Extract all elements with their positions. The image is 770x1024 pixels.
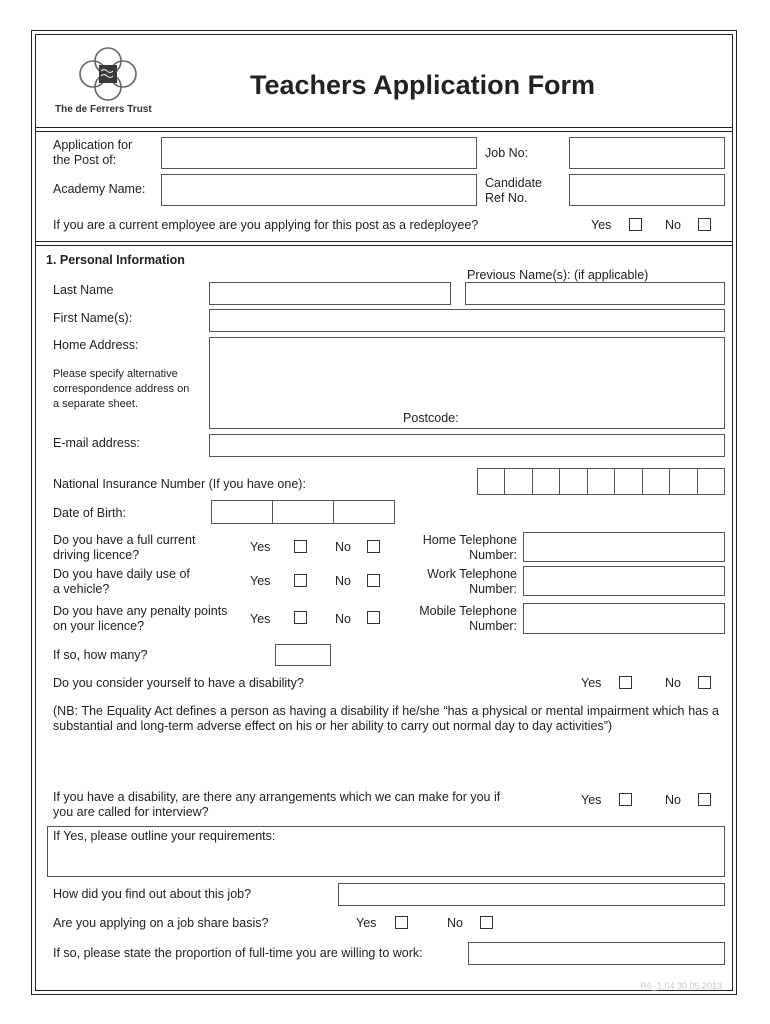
disability-no-label: No bbox=[665, 676, 681, 690]
previous-names-input[interactable] bbox=[465, 282, 725, 305]
header-divider bbox=[35, 127, 733, 132]
home-tel-label: Home Telephone Number: bbox=[422, 533, 517, 562]
licence-yes-checkbox[interactable] bbox=[294, 540, 307, 553]
find-job-label: How did you find out about this job? bbox=[53, 887, 252, 901]
post-label: Application for the Post of: bbox=[53, 138, 133, 167]
disability-no-checkbox[interactable] bbox=[698, 676, 711, 689]
redeployee-yes-checkbox[interactable] bbox=[629, 218, 642, 231]
find-job-input[interactable] bbox=[338, 883, 725, 906]
email-input[interactable] bbox=[209, 434, 725, 457]
job-share-no-checkbox[interactable] bbox=[480, 916, 493, 929]
redeployee-yes-label: Yes bbox=[591, 218, 612, 232]
job-no-label: Job No: bbox=[485, 146, 529, 160]
job-no-input[interactable] bbox=[569, 137, 725, 169]
penalty-yes-checkbox[interactable] bbox=[294, 611, 307, 624]
redeployee-no-label: No bbox=[665, 218, 681, 232]
vehicle-no-label: No bbox=[335, 574, 351, 588]
arrangements-no-label: No bbox=[665, 793, 681, 807]
arrangements-no-checkbox[interactable] bbox=[698, 793, 711, 806]
licence-question: Do you have a full current driving licence? bbox=[53, 533, 196, 562]
work-tel-input[interactable] bbox=[523, 566, 725, 596]
home-tel-input[interactable] bbox=[523, 532, 725, 562]
job-share-no-label: No bbox=[447, 916, 463, 930]
vehicle-question: Do you have daily use of a vehicle? bbox=[53, 567, 190, 596]
personal-heading: 1. Personal Information bbox=[46, 253, 185, 267]
dob-label: Date of Birth: bbox=[53, 506, 126, 520]
penalty-yes-label: Yes bbox=[250, 612, 271, 626]
academy-label: Academy Name: bbox=[53, 182, 146, 196]
redeployee-question: If you are a current employee are you applying for this post as a redeployee? bbox=[53, 218, 479, 232]
last-name-input[interactable] bbox=[209, 282, 451, 305]
ni-number-input[interactable] bbox=[477, 468, 725, 495]
proportion-label: If so, please state the proportion of full-time you are willing to work: bbox=[53, 946, 423, 960]
postcode-label: Postcode: bbox=[403, 411, 459, 425]
vehicle-no-checkbox[interactable] bbox=[367, 574, 380, 587]
ni-label: National Insurance Number (If you have one): bbox=[53, 477, 306, 491]
how-many-label: If so, how many? bbox=[53, 648, 148, 662]
requirements-label: If Yes, please outline your requirements: bbox=[53, 829, 276, 843]
equality-act-note: (NB: The Equality Act defines a person as having a disability if he/she “has a physical or mental impairment which has a substantial and long-term adverse effect on his or her ability to carry out normal day to day activities”) bbox=[53, 704, 719, 733]
trust-logo bbox=[78, 46, 138, 102]
mobile-tel-input[interactable] bbox=[523, 603, 725, 634]
vehicle-yes-checkbox[interactable] bbox=[294, 574, 307, 587]
licence-no-checkbox[interactable] bbox=[367, 540, 380, 553]
penalty-no-checkbox[interactable] bbox=[367, 611, 380, 624]
penalty-question: Do you have any penalty points on your licence? bbox=[53, 604, 228, 633]
arrangements-question: If you have a disability, are there any arrangements which we can make for you if you are called for interview? bbox=[53, 790, 501, 819]
disability-yes-label: Yes bbox=[581, 676, 602, 690]
candidate-ref-label: Candidate Ref No. bbox=[485, 176, 542, 205]
arrangements-yes-checkbox[interactable] bbox=[619, 793, 632, 806]
alt-address-note: Please specify alternative correspondence address on a separate sheet. bbox=[53, 368, 190, 410]
disability-question: Do you consider yourself to have a disability? bbox=[53, 676, 304, 690]
home-address-input[interactable] bbox=[209, 337, 725, 429]
penalty-no-label: No bbox=[335, 612, 351, 626]
academy-input[interactable] bbox=[161, 174, 477, 206]
redeployee-no-checkbox[interactable] bbox=[698, 218, 711, 231]
mobile-tel-label: Mobile Telephone Number: bbox=[419, 604, 517, 633]
home-address-label: Home Address: bbox=[53, 338, 139, 352]
disability-yes-checkbox[interactable] bbox=[619, 676, 632, 689]
logo-knot-icon bbox=[78, 46, 138, 102]
arrangements-yes-label: Yes bbox=[581, 793, 602, 807]
previous-names-label: Previous Name(s): (if applicable) bbox=[467, 268, 649, 282]
vehicle-yes-label: Yes bbox=[250, 574, 271, 588]
work-tel-label: Work Telephone Number: bbox=[427, 567, 517, 596]
email-label: E-mail address: bbox=[53, 436, 140, 450]
logo-text: The de Ferrers Trust bbox=[55, 104, 152, 115]
job-share-yes-label: Yes bbox=[356, 916, 377, 930]
how-many-input[interactable] bbox=[275, 644, 331, 666]
job-share-label: Are you applying on a job share basis? bbox=[53, 916, 269, 930]
first-names-label: First Name(s): bbox=[53, 311, 133, 325]
candidate-ref-input[interactable] bbox=[569, 174, 725, 206]
section-divider bbox=[35, 241, 733, 246]
proportion-input[interactable] bbox=[468, 942, 725, 965]
job-share-yes-checkbox[interactable] bbox=[395, 916, 408, 929]
last-name-label: Last Name bbox=[53, 283, 114, 297]
licence-yes-label: Yes bbox=[250, 540, 271, 554]
version-footer: R6_1.04 30.05.2013 bbox=[640, 981, 722, 991]
page-title: Teachers Application Form bbox=[250, 70, 596, 100]
licence-no-label: No bbox=[335, 540, 351, 554]
dob-input[interactable] bbox=[211, 500, 395, 524]
post-input[interactable] bbox=[161, 137, 477, 169]
first-names-input[interactable] bbox=[209, 309, 725, 332]
